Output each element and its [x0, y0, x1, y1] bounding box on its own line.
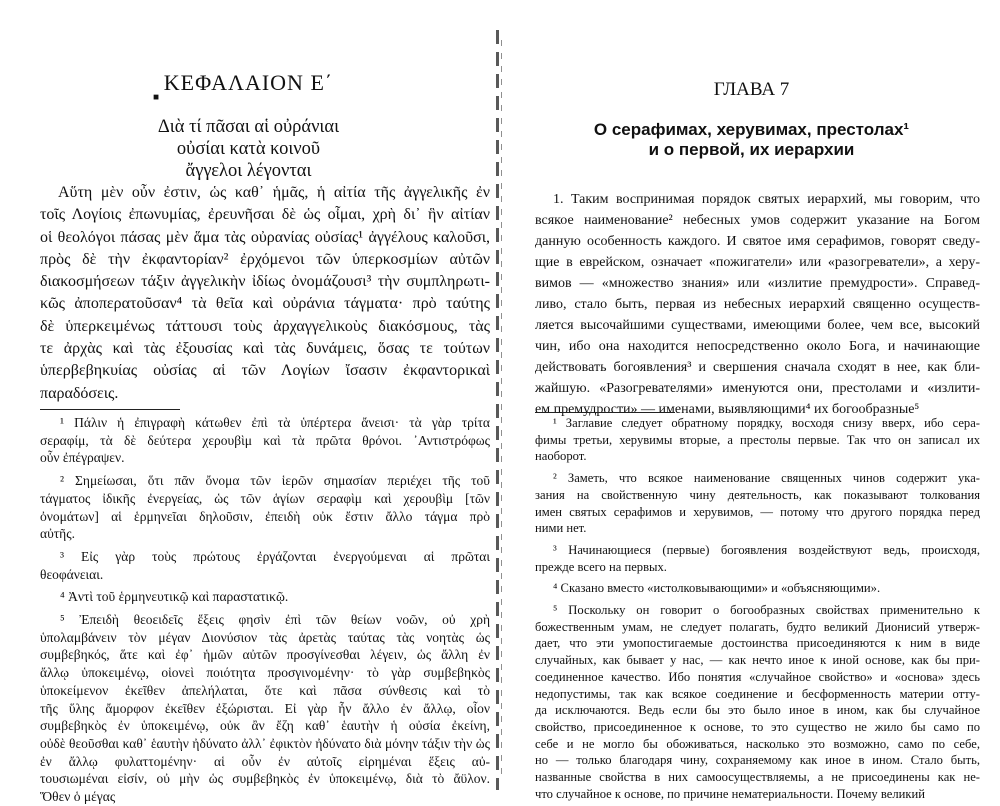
body-text-greek: [40, 182, 490, 405]
body-text-russian: [535, 189, 980, 420]
footnote-line: τῆς ὕλης ἄμορφον ἐκεῖθεν ἐξώρισται. Εἰ γὰρ ἦν ἄλλο ἐν ἄλλῳ, οἷον: [40, 700, 490, 716]
body-line: щие в еврейском, означает «пожигатели» или «разогреватели», а херу-: [535, 255, 980, 270]
body-line: ляется высочайшими существами, имеющими более, чем все, высокий: [535, 318, 980, 333]
body-line: κῶς ἀποπερατοῦσαν⁴ τὰ θεῖα καὶ οὐράνια τάγματα· πρὸ ταύτης: [40, 295, 490, 313]
footnote-line: прежде всего на первых.: [535, 559, 667, 574]
body-line: действовать богоявления³ и свершения сначала сходят в нее, как бли-: [535, 360, 980, 375]
footnote-line: ³ Начинающиеся (первые) богоявления воздействуют ведь, происходя,: [553, 542, 980, 557]
footnote-line: σεραφίμ, τὰ δὲ δεύτερα χερουβὶμ καὶ τὰ πρῶτα θρόνοι. ᾽Αντιστρόφως: [40, 432, 490, 448]
body-line: οἱ θεολόγοι πάσας μὲν ἅμα τὰς οὐρανίας οὐσίας¹ ἀγγέλους καλοῦσι,: [40, 228, 490, 246]
footnote-line: божественным умам, не следует полагать, будто великий Дионисий утверж-: [535, 619, 980, 634]
footnote-line: ¹ Заглавие следует обратному порядку, восходя снизу вверх, ибо сера-: [553, 416, 980, 430]
footnote-line: названные свойства в них самоосуществляемы, а не присоединены как не-: [535, 770, 980, 785]
footnote-rule: [535, 412, 675, 413]
footnote-line: ⁵ Ἐπειδὴ θεοειδεῖς ἕξεις φησὶν ἐπὶ τῶν θείων νοῶν, οὐ χρὴ: [60, 612, 490, 628]
chapter-heading-russian: ГЛАВА 7: [713, 79, 790, 100]
body-line: жайшую. «Разогревателями» именуются они, престолами и «излити-: [535, 381, 980, 396]
footnotes-greek: [40, 414, 490, 806]
body-line: δὲ ὑπερκειμένως τάττουσι τοὺς ἀρχαγγελικοὺς διακόσμους, τὰς: [40, 317, 490, 335]
title-line: ἄγγελοι λέγονται: [185, 161, 312, 181]
footnote-line: недопустимы, так как всякое соединение и бесформенность материи отту-: [535, 686, 980, 701]
footnote-line: ними нет.: [535, 521, 587, 536]
left-page-greek: [0, 0, 497, 805]
footnote: [535, 470, 980, 537]
body-line: Αὕτη μὲν οὖν ἐστιν, ὡς καθ᾽ ἡμᾶς, ἡ αἰτία τῆς ἀγγελικῆς ἐν: [58, 184, 490, 201]
footnote-line: ² Заметь, что всякое наименование священных чинов содержит ука-: [553, 471, 980, 486]
body-line: данную особенность каждого. И святое имя серафимов, говорят сведу-: [535, 234, 980, 249]
ink-dot: ■: [153, 92, 160, 103]
footnote-line: зания на свойственную чину деятельность, как показывают толкования: [535, 487, 980, 502]
footnote-line: οὐδὲ θεοῦσθαι καθ᾽ ἑαυτὴν ἠδύνατο ἀλλ᾽ ἐφικτὸν ἠδύνατο διὰ μόνην τάξιν τὴν ὡς: [40, 735, 490, 751]
body-line: παραδόσεις.: [40, 384, 119, 402]
footnote: [535, 542, 980, 575]
footnotes-russian: [535, 415, 980, 802]
footnote-line: ὑποκείμενον ἐκεῖθεν ἀπελήλαται, ὅτε καὶ πᾶσα σύνθεσις καὶ τὸ: [40, 682, 490, 698]
chapter-title-russian: [503, 120, 1000, 160]
chapter-title-greek: [0, 116, 497, 182]
title-line: οὐσίαι κατὰ κοινοῦ: [176, 139, 321, 159]
footnote: [40, 548, 490, 583]
page-spine-shadow: [501, 40, 502, 780]
footnote-line: соединенное качество. Ибо понятия «случайное свойство» и «основа» здесь: [535, 669, 980, 684]
footnote: [40, 588, 490, 606]
footnote-line: αὐτῆς.: [40, 526, 75, 542]
footnote-line: ὀνομάτων] αἱ ἑρμηνεῖαι δηλοῦσιν, ἐπειδὴ οὐκ ἔστιν ἄλλο τάγμα πρὸ: [40, 508, 490, 524]
footnote-rule: [40, 409, 180, 410]
footnote-line: себе и не могло бы обоживаться, насколько это возможно, само по себе,: [535, 736, 980, 751]
body-line: διακοσμήσεων τάξιν ἀγγελικὴν ἰδίως ὀνομάζουσι³ τὴν συμπληρωτι-: [40, 273, 490, 291]
footnote-line: дает, что эти умопостигаемые достоинства присоединяются к ним в виде: [535, 636, 980, 651]
body-line: τοῖς Λογίοις ἐπωνυμίας, ἐρευνῆσαι δὲ ὡς οἶμαι, χρὴ δι᾽ ἣν αἰτίαν: [40, 206, 490, 224]
footnote-line: τάγματος ἰδικῆς ἐνεργείας, ὡς τῶν ἁγίων σεραφὶμ καὶ χερουβὶμ [τῶν: [40, 490, 490, 506]
body-line: ливо, стало быть, первая из небесных иерархий священно осуществ-: [535, 297, 980, 312]
footnote-line: имен святых серафимов и херувимов, — потому что другого порядка перед: [535, 504, 980, 519]
footnote-line: τουσιωμέναι εἰσίν, οὐ μὴν ὡς συμβεβηκὸς ἐν ὑποκειμένῳ, διὰ τὸ ἄϋλον.: [40, 771, 490, 787]
footnote: [40, 611, 490, 806]
footnote: [535, 580, 980, 597]
footnote-line: случайных, как бывает у нас, — как нечто иное к иной основе, как бы при-: [535, 653, 980, 668]
chapter-heading-greek: ΚΕΦΑΛΑΙΟΝ Ε΄: [163, 70, 334, 95]
body-line: всякое наименование² небесных умов содержит указание на Богом: [535, 213, 980, 228]
footnote: [40, 414, 490, 467]
footnote-line: ¹ Πάλιν ἡ ἐπιγραφὴ κάτωθεν ἐπὶ τὰ ὑπέρτερα ἄνεισι· τὰ γὰρ τρίτα: [60, 415, 490, 430]
footnote-line: свойство, присоединенное к основе, то это существо не жило бы само по: [535, 719, 980, 734]
footnote-line: ⁴ Ἀντὶ τοῦ ἑρμηνευτικῷ καὶ παραστατικῷ.: [60, 589, 289, 605]
footnote-line: фимы третьи, херувимы вторые, а престолы первые. Так что он записал их: [535, 432, 980, 447]
footnote-line: ³ Εἰς γὰρ τοὺς πρώτους ἐργάζονται ἐνεργούμεναι αἱ πρῶται: [60, 548, 490, 564]
body-line: ем премудрости» — именами, выявляющими⁴ их богообразные⁵: [535, 402, 920, 417]
footnote-line: ἄλλῳ ὑποκειμένῳ, οἱονεὶ ποιότητα προσγινομένην· τὸ γὰρ συμβεβηκὸς: [40, 665, 490, 681]
footnote-line: θεοφάνειαι.: [40, 566, 104, 582]
title-line: и о первой, их иерархии: [648, 140, 855, 159]
right-page-russian: [503, 0, 1000, 801]
body-line: чин, ибо она находится непосредственно около Бога, и начинающие: [535, 339, 980, 354]
title-line: Διὰ τί πᾶσαι αἱ οὐράνιαι: [157, 117, 340, 137]
body-line: τε ἀρχὰς καὶ τὰς ἐξουσίας καὶ τὰς δυνάμεις, ὅσας τε τούτων: [40, 340, 490, 358]
footnote-line: συμβεβηκός, ἅτε καὶ ἐφ᾽ ἡμῶν αὐτῶν προσγίνεσθαι λέγειν, ὡς ἄλλη ἐν: [40, 647, 490, 663]
footnote-line: наоборот.: [535, 449, 587, 464]
footnote-line: ² Σημείωσαι, ὅτι πᾶν ὄνομα τῶν ἱερῶν σημασίαν περιέχει τῆς τοῦ: [60, 473, 490, 489]
footnote-line: что случайное к основе, по причине нематериальности. Почему великий: [535, 786, 925, 801]
footnote-line: ἐν ἄλλῳ φυλαττομένην· αἱ οὖν ἐν αὐτοῖς εἰρημέναι ἕξεις αὐ-: [40, 753, 490, 769]
footnote-line: Ὅθεν ὁ μέγας: [40, 789, 116, 805]
footnote-line: но — только благодаря чину, сохраняемому как иное в ином. Стало быть,: [535, 753, 980, 768]
footnote-line: да исключаются. Ведь если бы это было иное в ином, как бы случайное: [535, 703, 980, 718]
footnote-line: ὑπολαμβάνειν τὸν μέγαν Διονύσιον τὰς ἀρετὰς ταύτας τὰς νοητὰς ὡς: [40, 629, 490, 645]
footnote: [535, 602, 980, 802]
footnote-line: οὖν ἐπέγραψεν.: [40, 450, 125, 466]
body-line: вимов — «множество знания» или «излитие премудрости». Справед-: [535, 276, 980, 291]
body-line: πρὸς δὲ τὴν ἐκφαντορίαν² ἐρχόμενοι τῶν ὑπερκοσμίων αὐτῶν: [40, 250, 490, 268]
footnote-line: ⁴ Сказано вместо «истолковывающими» и «объясняющими».: [553, 581, 881, 596]
footnote-line: ⁵ Поскольку он говорит о богообразных свойствах применительно к: [553, 603, 980, 618]
title-line: О серафимах, херувимах, престолах¹: [593, 120, 910, 139]
footnote-line: συμβεβηκὸς ἐν ὑποκειμένῳ, οὐκ ἂν ἔζη καθ᾽ ἑαυτὴν ἡ οὐσία ἐκείνη,: [40, 718, 490, 734]
footnote: [535, 415, 980, 465]
footnote: [40, 472, 490, 543]
body-line: ὑπερβεβηκυίας οὐσίας αἱ τῶν Λογίων ἴσασιν ἐκφαντορικαὶ: [40, 362, 490, 380]
body-line: 1. Таким воспринимая порядок святых иерархий, мы говорим, что: [553, 192, 980, 207]
